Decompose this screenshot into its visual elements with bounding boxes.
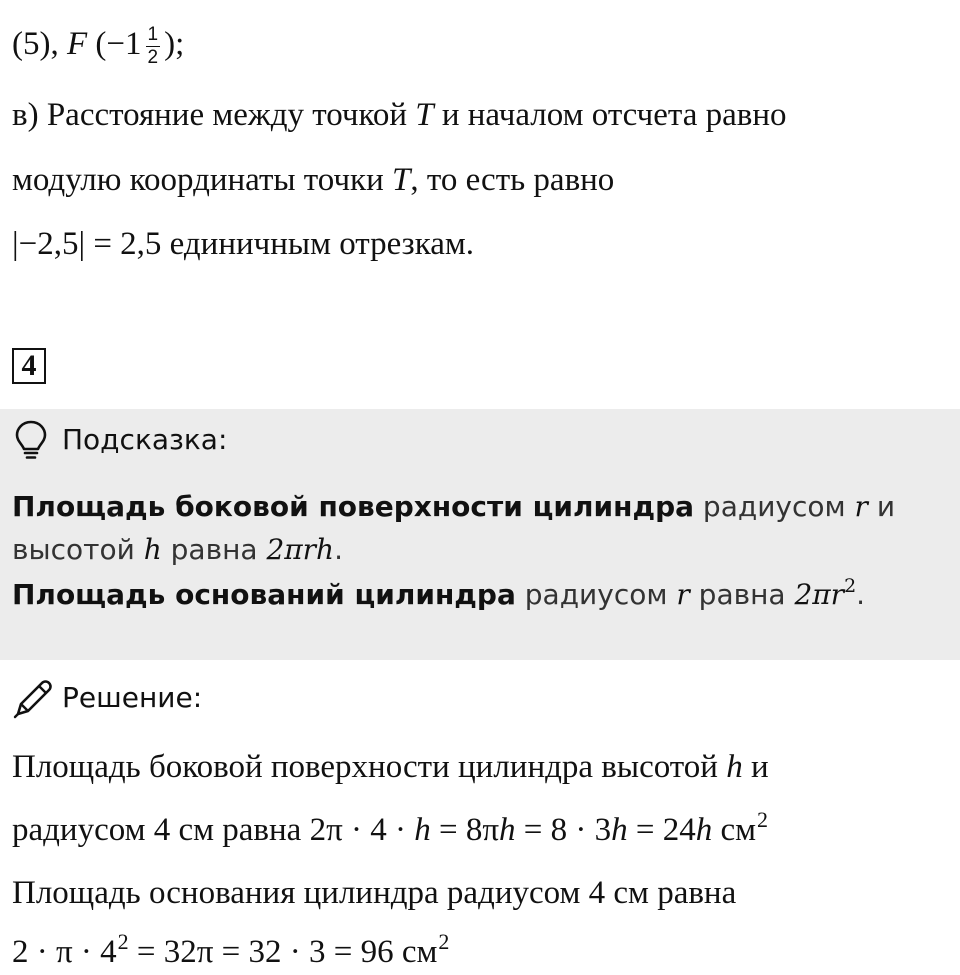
lightbulb-icon [14,419,48,461]
formula-lateral-area: 2πrh [266,533,335,566]
solution-line-base-calc: $2 \cdot \pi \cdot 4^2 = 32\pi = 32 \cdot 3 = 96$ $см^2$ [12,929,450,970]
pencil-icon [12,676,56,720]
task-number-box: 4 [12,348,46,384]
answer-line-modulus: модулю координаты точки T, то есть равно [12,162,615,198]
fraction-one-half: $\frac{1}{2}$ [147,24,159,68]
solution-line-base: Площадь основания цилиндра радиусом 4 см равна [12,875,737,911]
answer-line-coordinates: (5), F (−1 $\frac{1}{2}$ ); [12,24,185,68]
solution-line-lateral-calc: радиусом 4 см равна 2π · 4 · h = 8πh = 8 · 3h = 24h $см^2$ [12,807,769,848]
hint-line-lateral-area: Площадь боковой поверхности цилиндра радиусом r и [12,490,896,523]
formula-base-area: 2πr [794,578,845,611]
hint-line-base-area: Площадь оснований цилиндра радиусом r равна $2\pi r^2$. [12,575,866,611]
point-f-label: F [66,26,88,63]
solution-title: Решение: [62,681,203,714]
solution-line-lateral: Площадь боковой поверхности цилиндра высотой h и [12,749,769,785]
answer-line-result: |−2,5| = 2,5 единичным отрезкам. [12,226,475,262]
answer-line-distance: в) Расстояние между точкой T и началом отсчета равно [12,97,787,133]
hint-line-height-formula: высотой h равна 2πrh. [12,533,343,566]
hint-title: Подсказка: [62,423,228,456]
